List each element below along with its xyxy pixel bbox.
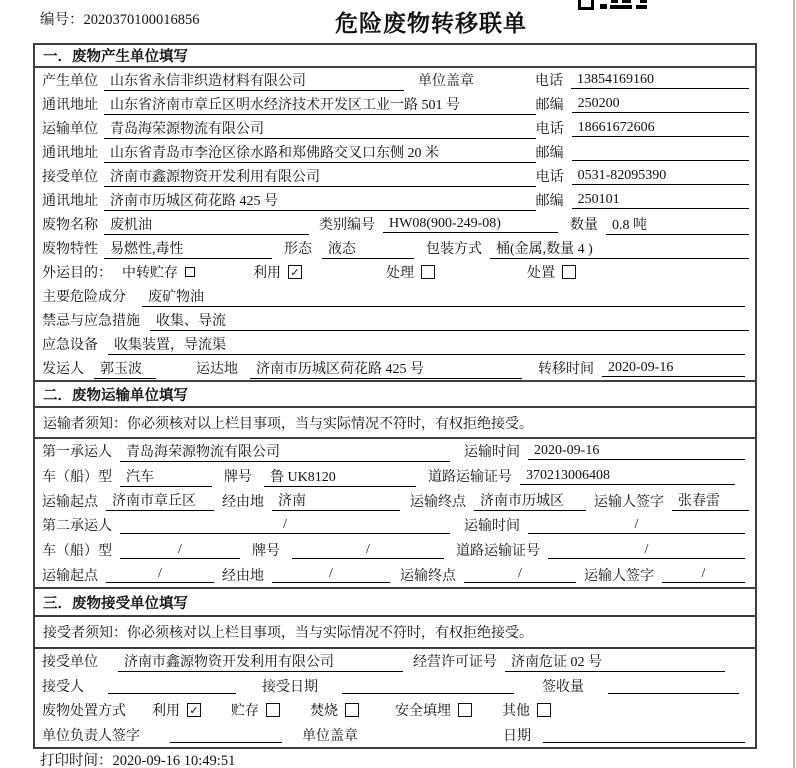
vehicle-type-2-value: /	[120, 542, 240, 559]
receiver-address-label: 通讯地址	[42, 194, 98, 209]
route-2-row	[35, 562, 755, 587]
disposal-option-other	[502, 700, 551, 720]
purpose-dispose-label: 处置	[527, 266, 555, 281]
transporter-zip-value	[572, 144, 749, 161]
accept-date-label: 接受日期	[262, 679, 318, 695]
transporter-unit-value: 青岛海荣源物流有限公司	[104, 118, 536, 139]
transport-time-2-label: 运输时间	[464, 519, 520, 535]
disposal-incinerate-checkbox	[345, 703, 359, 717]
signed-quantity-value	[608, 677, 739, 694]
receiver-notice-label: 接受者须知：	[43, 626, 127, 641]
hazard-component-row	[35, 284, 755, 308]
receiver-notice-text: 你必须核对以上栏目事项，当与实际情况不符时，有权拒绝接受。	[127, 626, 533, 641]
transporter-notice-label: 运输者须知：	[43, 416, 127, 432]
section-1-header: 一．废物产生单位填写	[35, 45, 755, 68]
second-carrier-value: /	[120, 517, 450, 534]
generator-address-label: 通讯地址	[42, 98, 98, 113]
print-time-value: 2020-09-16 10:49:51	[112, 753, 236, 768]
section-2-header: 二．废物运输单位填写	[35, 380, 755, 408]
transporter-address-row	[35, 140, 755, 164]
section-2-rows	[35, 439, 755, 587]
disposal-incinerate-label: 焚烧	[310, 704, 338, 720]
receiver-unit-row	[35, 164, 755, 188]
receiver-phone-value: 0531-82095390	[572, 168, 749, 185]
signed-quantity-label: 签收量	[542, 679, 584, 695]
disposal-landfill-checkbox	[458, 703, 472, 717]
transport-time-1-value: 2020-09-16	[528, 443, 745, 460]
transporter-zip-label: 邮编	[535, 146, 564, 161]
purpose-option-dispose	[527, 262, 576, 282]
receiver-unit-value: 济南市鑫源物资开发利用有限公司	[104, 166, 536, 187]
section-1-rows	[35, 68, 755, 380]
carrier-sign-2-label: 运输人签字	[584, 568, 654, 584]
serial-number-label: 编号：	[40, 12, 84, 28]
disposal-utilize-label: 利用	[152, 704, 180, 720]
road-license-2-label: 道路运输证号	[456, 544, 540, 560]
via-2-label: 经由地	[222, 568, 264, 584]
purpose-utilize-label: 利用	[253, 266, 281, 281]
transporter-phone-label: 电话	[535, 122, 564, 137]
transporter-address-label: 通讯地址	[42, 146, 98, 161]
transfer-time-label: 转移时间	[538, 362, 594, 377]
unit-head-sign-label: 单位负责人签字	[42, 728, 140, 744]
disposal-landfill-label: 安全填埋	[395, 704, 451, 720]
receiver-notice-row	[35, 617, 755, 649]
purpose-option-treat	[386, 262, 435, 282]
disposal-utilize-checkbox: ✓	[187, 703, 201, 717]
receiver-zip-label: 邮编	[535, 194, 564, 209]
date-label: 日期	[503, 728, 531, 744]
generator-phone-label: 电话	[535, 74, 563, 89]
emergency-measures-row	[35, 308, 755, 332]
signoff-row	[35, 723, 755, 748]
transporter-address-value: 山东省青岛市李沧区徐水路和郑佛路交叉口东侧 20 米	[104, 142, 536, 163]
first-carrier-label: 第一承运人	[42, 445, 112, 461]
endpoint-1-label: 运输终点	[410, 494, 466, 510]
accept-unit-label: 接受单位	[42, 655, 98, 671]
purpose-transit-storage-checkbox	[185, 267, 195, 277]
first-carrier-row	[35, 439, 755, 464]
receiver-address-value: 济南市历城区荷花路 425 号	[104, 190, 536, 211]
origin-2-value: /	[106, 566, 214, 583]
form-label: 形态	[284, 242, 312, 257]
transporter-phone-value: 18661672606	[572, 120, 749, 137]
purpose-utilize-checkbox: ✓	[288, 265, 302, 279]
category-code-label: 类别编号	[319, 218, 375, 233]
purpose-transit-storage-label: 中转贮存	[122, 266, 178, 281]
emergency-measures-value: 收集、导流	[150, 310, 749, 331]
origin-1-label: 运输起点	[42, 494, 98, 510]
disposal-option-landfill	[395, 700, 472, 720]
generator-address-value: 山东省济南市章丘区明水经济技术开发区工业一路 501 号	[104, 94, 536, 115]
vehicle-type-1-value: 汽车	[120, 466, 212, 487]
second-carrier-label: 第二承运人	[42, 519, 112, 535]
origin-1-value: 济南市章丘区	[106, 490, 214, 511]
dispatcher-label: 发运人	[42, 362, 84, 377]
transporter-notice-row	[35, 408, 755, 439]
route-1-row	[35, 488, 755, 513]
acceptor-label: 接受人	[42, 679, 84, 695]
acceptor-value	[108, 677, 236, 694]
generator-zip-value: 250200	[572, 96, 749, 113]
receiver-address-row	[35, 188, 755, 212]
endpoint-1-value: 济南市历城区	[474, 490, 586, 511]
waste-character-value: 易燃性,毒性	[104, 238, 272, 259]
destination-value: 济南市历城区荷花路 425 号	[250, 358, 522, 379]
purpose-treat-label: 处理	[386, 266, 414, 281]
disposal-option-utilize	[152, 700, 201, 720]
disposal-storage-label: 贮存	[231, 704, 259, 720]
generator-zip-label: 邮编	[535, 98, 564, 113]
generator-unit-value: 山东省永信非织造材料有限公司	[104, 70, 404, 91]
generator-phone-value: 13854169160	[571, 72, 749, 89]
document-title: 危险废物转移联单	[335, 11, 527, 36]
via-1-label: 经由地	[222, 494, 264, 510]
emergency-equipment-row	[35, 332, 755, 356]
carrier-sign-1-value: 张春雷	[672, 490, 749, 511]
vehicle-type-1-label: 车（船）型	[42, 470, 112, 485]
transfer-purpose-row	[35, 260, 755, 284]
serial-number-value: 2020370100016856	[83, 12, 200, 28]
waste-name-value: 废机油	[104, 214, 309, 235]
plate-2-label: 牌号	[252, 544, 280, 560]
carrier-sign-2-value: /	[662, 566, 745, 583]
packing-value: 桶(金属,数量 4 )	[490, 238, 749, 259]
page-edge-divider	[793, 0, 795, 768]
carrier-sign-1-label: 运输人签字	[594, 494, 664, 510]
destination-label: 运达地	[196, 362, 238, 377]
plate-1-label: 牌号	[224, 470, 252, 485]
emergency-equipment-value: 收集装置，导流渠	[108, 334, 745, 355]
accept-unit-value: 济南市鑫源物资开发利用有限公司	[118, 651, 403, 672]
first-carrier-value: 青岛海荣源物流有限公司	[120, 441, 450, 462]
waste-character-label: 废物特性	[42, 242, 98, 257]
via-2-value: /	[272, 566, 390, 583]
road-license-1-value: 370213006408	[520, 468, 735, 485]
endpoint-2-value: /	[464, 566, 576, 583]
purpose-dispose-checkbox	[562, 265, 576, 279]
emergency-equipment-label: 应急设备	[42, 338, 98, 353]
permit-number-label: 经营许可证号	[413, 655, 497, 671]
emergency-measures-label: 禁忌与应急措施	[42, 314, 140, 329]
date-value	[543, 726, 745, 743]
permit-number-value: 济南危证 02 号	[505, 651, 725, 672]
qr-code-icon	[578, 0, 658, 10]
generator-address-row	[35, 92, 755, 116]
generator-unit-row	[35, 68, 755, 92]
receiver-zip-value: 250101	[572, 192, 749, 209]
section-3-header: 三．废物接受单位填写	[35, 587, 755, 617]
unit-seal-label-2: 单位盖章	[302, 728, 358, 744]
disposal-storage-checkbox	[266, 703, 280, 717]
receiver-phone-label: 电话	[535, 170, 564, 185]
print-time-label: 打印时间：	[40, 753, 113, 768]
category-code-value: HW08(900-249-08)	[383, 216, 558, 233]
disposal-option-storage	[231, 700, 280, 720]
waste-name-label: 废物名称	[42, 218, 98, 233]
waste-name-row	[35, 212, 755, 236]
print-time	[40, 749, 235, 768]
unit-seal-label: 单位盖章	[418, 74, 474, 89]
transfer-purpose-label: 外运目的：	[42, 266, 112, 281]
transporter-notice-text: 你必须核对以上栏目事项，当与实际情况不符时，有权拒绝接受。	[127, 416, 533, 432]
waste-character-row	[35, 236, 755, 260]
plate-1-value: 鲁 UK8120	[264, 466, 416, 487]
quantity-value: 0.8 吨	[606, 214, 749, 235]
accept-unit-row	[35, 649, 755, 674]
plate-2-value: /	[292, 542, 444, 559]
transport-time-2-value: /	[528, 517, 745, 534]
hazard-component-value: 废矿物油	[142, 286, 745, 307]
section-3-rows	[35, 649, 755, 747]
quantity-label: 数量	[570, 218, 598, 233]
purpose-option-utilize	[253, 262, 302, 282]
unit-head-sign-value	[170, 726, 282, 743]
dispatch-row	[35, 356, 755, 380]
purpose-treat-checkbox	[421, 265, 435, 279]
disposal-method-label: 废物处置方式	[42, 704, 126, 720]
manifest-form-table	[33, 43, 757, 749]
disposal-other-label: 其他	[502, 704, 530, 720]
vehicle-2-row	[35, 538, 755, 563]
receiver-unit-label: 接受单位	[42, 170, 98, 185]
road-license-1-label: 道路运输证号	[428, 470, 512, 485]
second-carrier-row	[35, 513, 755, 538]
packing-label: 包装方式	[426, 242, 482, 257]
dispatcher-value: 郭玉波	[94, 358, 156, 379]
transport-time-1-label: 运输时间	[464, 445, 520, 461]
hazard-component-label: 主要危险成分	[42, 290, 126, 305]
endpoint-2-label: 运输终点	[400, 568, 456, 584]
acceptor-row	[35, 674, 755, 699]
generator-unit-label: 产生单位	[42, 74, 98, 89]
disposal-option-incinerate	[310, 700, 359, 720]
vehicle-type-2-label: 车（船）型	[42, 544, 112, 560]
via-1-value: 济南	[272, 490, 400, 511]
accept-date-value	[342, 677, 514, 694]
form-value: 液态	[322, 238, 414, 259]
vehicle-1-row	[35, 464, 755, 489]
transfer-time-value: 2020-09-16	[602, 360, 745, 377]
purpose-option-transit-storage	[122, 262, 195, 282]
origin-2-label: 运输起点	[42, 568, 98, 584]
disposal-other-checkbox	[537, 703, 551, 717]
transporter-unit-label: 运输单位	[42, 122, 98, 137]
transporter-unit-row	[35, 116, 755, 140]
disposal-method-row	[35, 698, 755, 723]
road-license-2-value: /	[548, 542, 745, 559]
